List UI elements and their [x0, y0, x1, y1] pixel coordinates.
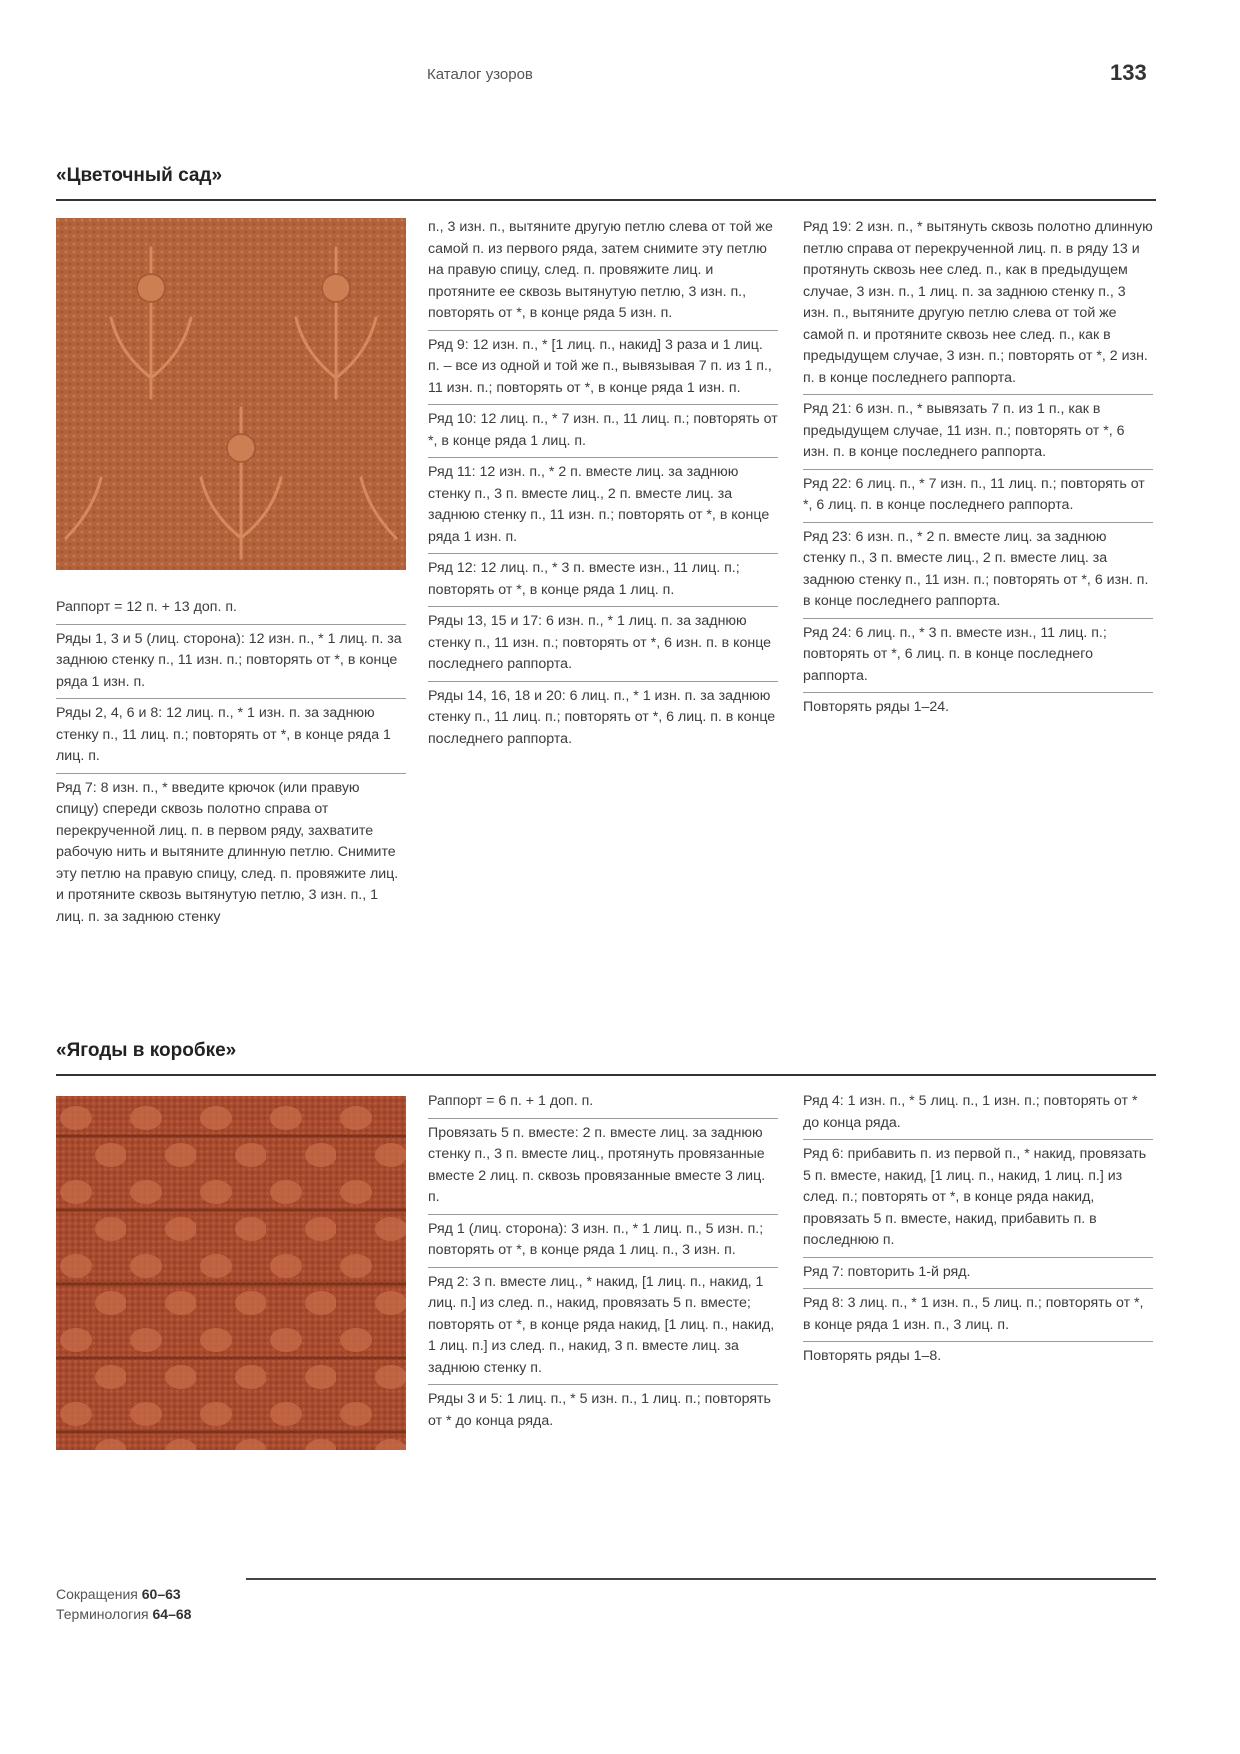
flower-garden-knit-swatch-icon [56, 218, 406, 570]
berries-in-box-knit-swatch-icon [56, 1096, 406, 1450]
pattern-title-flower-garden: «Цветочный сад» [56, 165, 223, 186]
cross-references [56, 1584, 191, 1624]
instruction-text: Ряд 23: 6 изн. п., * 2 п. вместе лиц. за заднюю стенку п., 3 п. вместе лиц., 2 п. вместе лиц. за заднюю стенку п., 11 изн. п.; повторять от *, 6 изн. п. в конце последнего раппорта. [803, 522, 1153, 615]
instruction-text: Ряд 24: 6 лиц. п., * 3 п. вместе изн., 11 лиц. п.; повторять от *, 6 лиц. п. в конце последнего раппорта. [803, 618, 1153, 690]
instruction-text: Ряд 1 (лиц. сторона): 3 изн. п., * 1 лиц. п., 5 изн. п.; повторять от *, в конце ряда 1 лиц. п., 3 изн. п. [428, 1214, 778, 1264]
instruction-text: Ряд 6: прибавить п. из первой п., * накид, провязать 5 п. вместе, накид, [1 лиц. п., накид, 1 лиц. п.] из след. п.; повторять от *, в конце ряда накид, провязать 5 п. вместе, накид, прибавить п. в последнюю п. [803, 1139, 1153, 1254]
instruction-text: Повторять ряды 1–24. [803, 692, 1153, 721]
instruction-text: Ряды 13, 15 и 17: 6 изн. п., * 1 лиц. п. за заднюю стенку п., 11 изн. п.; повторять от *, 6 изн. п. в конце последнего раппорта. [428, 606, 778, 678]
instruction-text: Раппорт = 6 п. + 1 доп. п. [428, 1093, 594, 1109]
reference-pages: 60–63 [141, 1586, 181, 1602]
reference-label: Терминология [56, 1606, 149, 1622]
terminology-reference [56, 1604, 191, 1624]
instruction-text: Ряд 21: 6 изн. п., * вывязать 7 п. из 1 п., как в предыдущем случае, 11 изн. п.; повторять от *, 6 изн. п. в конце последнего раппорта. [803, 394, 1153, 466]
page-number: 133 [1110, 60, 1147, 85]
pattern-title-berries-in-box: «Ягоды в коробке» [56, 1040, 237, 1061]
footer-rule [246, 1578, 1156, 1580]
instruction-text: Ряд 9: 12 изн. п., * [1 лиц. п., накид] 3 раза и 1 лиц. п. – все из одной и той же п., вывязывая 7 п. из 1 п., 11 изн. п.; повторять от *, в конце ряда 1 изн. п. [428, 330, 778, 402]
abbreviations-reference [56, 1584, 191, 1604]
section-rule [56, 199, 1156, 201]
instruction-text: Ряды 1, 3 и 5 (лиц. сторона): 12 изн. п., * 1 лиц. п. за заднюю стенку п., 11 изн. п.; повторять от *, в конце ряда 1 изн. п. [56, 624, 406, 696]
pattern-1-column-3 [803, 216, 1153, 721]
instruction-text: Провязать 5 п. вместе: 2 п. вместе лиц. за заднюю стенку п., 3 п. вместе лиц., протянуть провязанные вместе 2 лиц. п. сквозь провязанные вместе 3 лиц. п. [428, 1118, 778, 1211]
instruction-text: Повторять ряды 1–8. [803, 1341, 1153, 1370]
instruction-text: Ряды 14, 16, 18 и 20: 6 лиц. п., * 1 изн. п. за заднюю стенку п., 11 лиц. п.; повторять от *, 6 лиц. п. в конце последнего раппорта. [428, 681, 778, 753]
instruction-text: Ряд 19: 2 изн. п., * вытянуть сквозь полотно длинную петлю справа от перекрученной лиц. п. в ряду 13 и протянуть сквозь нее след. п., как в предыдущем случае, 3 изн. п., 1 лиц. п. за заднюю стенку п., 3 изн. п., вытяните другую петлю слева от той же самой п. и протяните сквозь нее след. п., как в предыдущем случае, 3 изн. п.; повторять от *, 2 изн. п. в конце последнего раппорта. [803, 219, 1153, 386]
instruction-text: Ряд 2: 3 п. вместе лиц., * накид, [1 лиц. п., накид, 1 лиц. п.] из след. п., накид, провязать 5 п. вместе; повторять от *, в конце ряда накид, [1 лиц. п., накид, 1 лиц. п.] из след. п., накид, 3 п. вместе лиц. за заднюю стенку п. [428, 1267, 778, 1382]
instruction-text: Ряд 10: 12 лиц. п., * 7 изн. п., 11 лиц. п.; повторять от *, в конце ряда 1 лиц. п. [428, 404, 778, 454]
pattern-1-column-1 [56, 596, 406, 930]
instruction-text: Ряд 11: 12 изн. п., * 2 п. вместе лиц. за заднюю стенку п., 3 п. вместе лиц., 2 п. вместе лиц. за заднюю стенку п., 11 изн. п.; повторять от *, в конце ряда 1 изн. п. [428, 457, 778, 550]
instruction-text: Ряд 8: 3 лиц. п., * 1 изн. п., 5 лиц. п.; повторять от *, в конце ряда 1 изн. п., 3 лиц. п. [803, 1288, 1153, 1338]
instruction-text: п., 3 изн. п., вытяните другую петлю слева от той же самой п. из первого ряда, затем снимите эту петлю на правую спицу, след. п. провяжите лиц. и протяните ее сквозь вытянутую петлю, 3 изн. п., повторять от *, в конце ряда 5 изн. п. [428, 219, 773, 321]
instruction-text: Ряд 7: 8 изн. п., * введите крючок (или правую спицу) спереди сквозь полотно справа от перекрученной лиц. п. в первом ряду, захватите рабочую нить и вытяните длинную петлю. Снимите эту петлю на правую спицу, след. п. провяжите лиц. и протяните сквозь вытянутую петлю, 3 изн. п., 1 лиц. п. за заднюю стенку [56, 773, 406, 931]
reference-pages: 64–68 [152, 1606, 192, 1622]
instruction-text: Ряды 3 и 5: 1 лиц. п., * 5 изн. п., 1 лиц. п.; повторять от * до конца ряда. [428, 1384, 778, 1434]
instruction-text: Ряд 22: 6 лиц. п., * 7 изн. п., 11 лиц. п.; повторять от *, 6 лиц. п. в конце последнего раппорта. [803, 469, 1153, 519]
instruction-text: Раппорт = 12 п. + 13 доп. п. [56, 599, 237, 615]
instruction-text: Ряд 4: 1 изн. п., * 5 лиц. п., 1 изн. п.; повторять от * до конца ряда. [803, 1093, 1138, 1131]
running-head: Каталог узоров [427, 66, 533, 83]
instruction-text: Ряд 12: 12 лиц. п., * 3 п. вместе изн., 11 лиц. п.; повторять от *, в конце ряда 1 лиц. п. [428, 553, 778, 603]
pattern-2-column-3 [803, 1090, 1153, 1370]
pattern-2-column-2 [428, 1090, 778, 1434]
instruction-text: Ряды 2, 4, 6 и 8: 12 лиц. п., * 1 изн. п. за заднюю стенку п., 11 лиц. п.; повторять от *, в конце ряда 1 лиц. п. [56, 698, 406, 770]
reference-label: Сокращения [56, 1586, 138, 1602]
section-rule [56, 1074, 1156, 1076]
instruction-text: Ряд 7: повторить 1-й ряд. [803, 1257, 1153, 1286]
pattern-1-column-2 [428, 216, 778, 752]
